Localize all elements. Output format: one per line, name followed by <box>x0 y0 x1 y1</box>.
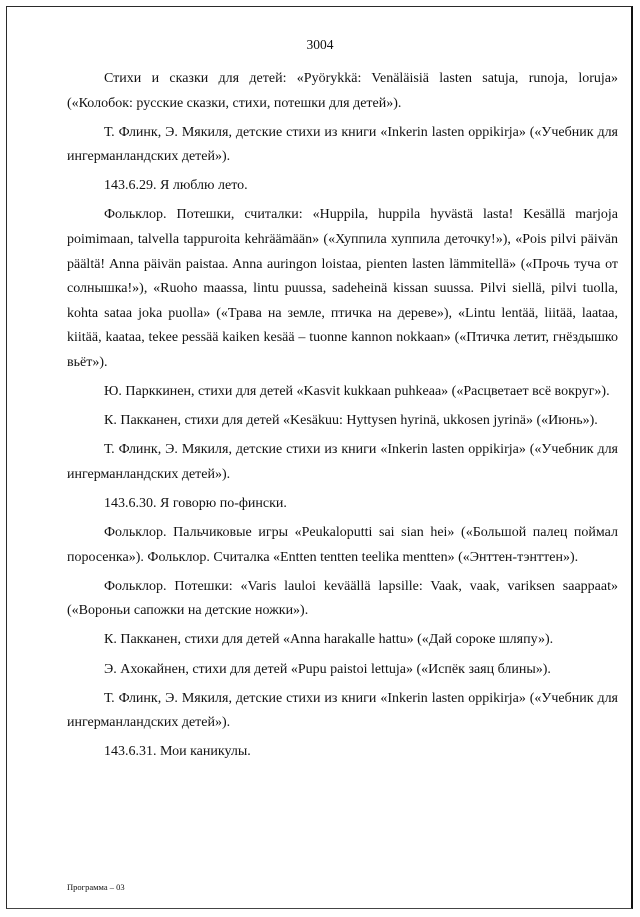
document-body <box>67 67 618 769</box>
paragraph-13: Т. Флинк, Э. Мякиля, детские стихи из книги «Inkerin lasten oppikirja» («Учебник для ингерманландских детей»). <box>67 690 618 731</box>
section-heading-143-6-30: 143.6.30. Я говорю по-фински. <box>104 496 287 511</box>
page-number: 3004 <box>306 37 334 52</box>
section-heading-143-6-31: 143.6.31. Мои каникулы. <box>104 744 251 760</box>
paragraph-4: Фольклор. Потешки, считалки: «Huppila, huppila hyvästä lasta! Kesällä marjoja poimimaan, talvella tappuroita kehräämään» («Хуппила хуппила деточку!»), «Pois pilvi päivän päältä! Anna päivän paistaa. Anna auringon loistaa, pienten lasten lämmitellä» («Прочь туча от солнышка!»), «Ruoho maassa, lintu puussa, sadeheinä kissan suussa. Pilvi siellä, pilvi tuolla, kohta sataa joka puolla» («Трава на земле, птичка на дереве»), «Lintu lentää, liitää, laataa, kiitää, kaataa, tekee pessää kaiken kesää – tuonne kannon nokkaan» («Птичка летит, гнёздышко вьёт»). <box>67 207 618 371</box>
paragraph-5: Ю. Парккинен, стихи для детей «Kasvit kukkaan puhkeaa» («Расцветает всё вокруг»). <box>104 384 610 400</box>
paragraph-9: Фольклор. Пальчиковые игры «Peukaloputti sai sian hei» («Большой палец поймал поросенка»). Фольклор. Считалка «Entten tentten teelika mentten» («Энттен-тэнттен»). <box>67 525 618 565</box>
paragraph-1: Стихи и сказки для детей: «Pyörykkä: Venäläisiä lasten satuja, runoja, loruja» («Колобок: русские сказки, стихи, потешки для детей»). <box>67 71 618 111</box>
paragraph-7: Т. Флинк, Э. Мякиля, детские стихи из книги «Inkerin lasten oppikirja» («Учебник для ингерманландских детей»). <box>67 442 618 482</box>
section-heading-143-6-29: 143.6.29. Я люблю лето. <box>104 178 248 194</box>
paragraph-10: Фольклор. Потешки: «Varis lauloi keväällä lapsille: Vaak, vaak, variksen saappaat» («Вороньи сапожки на детские ножки»). <box>67 578 618 619</box>
page-footer: Программа – 03 <box>67 882 125 892</box>
paragraph-11: К. Пакканен, стихи для детей «Anna harakalle hattu» («Дай сороке шляпу»). <box>104 632 554 648</box>
paragraph-6: К. Пакканен, стихи для детей «Kesäkuu: Hyttysen hyrinä, ukkosen jyrinä» («Июнь»). <box>104 413 598 429</box>
paragraph-2: Т. Флинк, Э. Мякиля, детские стихи из книги «Inkerin lasten oppikirja» («Учебник для ингерманландских детей»). <box>67 124 618 165</box>
paragraph-12: Э. Ахокайнен, стихи для детей «Pupu paistoi lettuja» («Испёк заяц блины»). <box>104 661 551 677</box>
